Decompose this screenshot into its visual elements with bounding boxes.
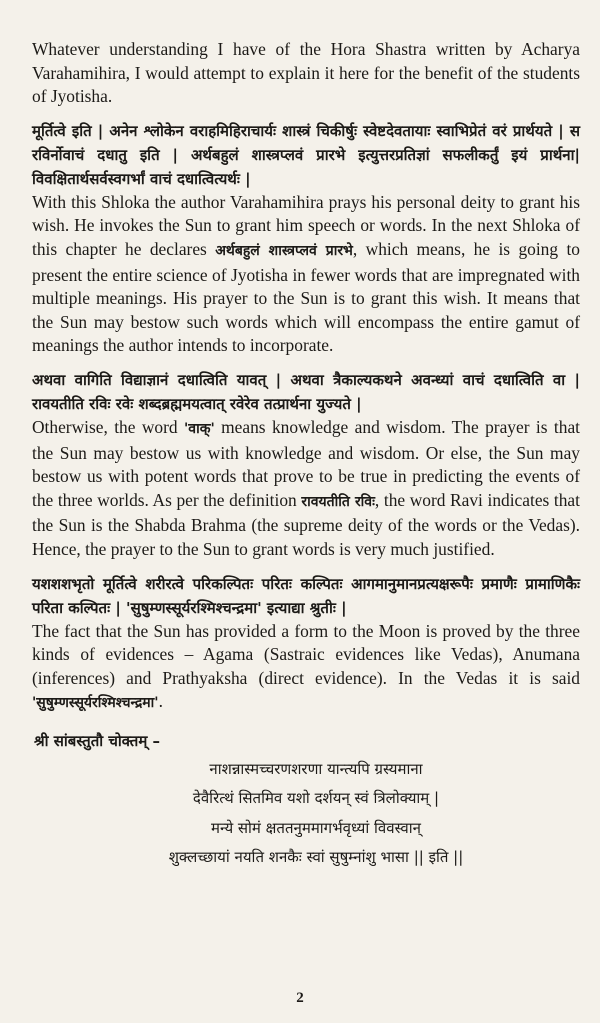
p3-text-c: , the word Ravi indicates that the Sun is the Shabda Brahma (the supreme deity of the words or the Vedas). Hence, the prayer to the Sun to grant words is very much justified. xyxy=(32,489,580,559)
p3-text-b: means knowledge and wisdom. The prayer is that the Sun may bestow us with knowledge and wisdom. Or else, the Sun may bestow us with potent words that prove to be true in predicting the events of the three worlds. As per the definition xyxy=(32,416,580,510)
sanskrit-commentary-2: अथवा वागिति विद्याज्ञानं दधात्विति यावत् | अथवा त्रैकाल्यकथने अवन्ध्यां वाचं दधात्विति वा | रावयतीति रविः रवेः शब्दब्रह्ममयत्वात् रवेरेव तत्प्रार्थना युज्यते | xyxy=(32,370,580,413)
verse-line: मन्ये सोमं क्षततनुममागर्भवृध्यां विवस्वान् xyxy=(211,818,421,837)
p2-text-b: , which means, he is going to present the entire science of Jyotisha in fewer words that are impregnated with multiple meanings. His prayer to the Sun is to grant this wish. It means that the Sun may bestow such words which will encompass the entire gamut of meanings the author intends to incorporate. xyxy=(32,238,580,356)
verse-intro: श्री सांबस्तुतौ चोक्तम् – xyxy=(34,731,161,750)
p3-sanskrit: 'वाक्' xyxy=(184,420,215,437)
paragraph-2 xyxy=(32,191,580,358)
p3-text-a: Otherwise, the word xyxy=(32,416,184,437)
verse-line: देवैरित्थं सितमिव यशो दर्शयन् स्वं त्रिलोक्याम् | xyxy=(192,789,440,808)
page-number: 2 xyxy=(296,990,304,1006)
paragraph-4 xyxy=(32,620,580,716)
paragraph-3 xyxy=(32,416,580,562)
verse-line: शुक्लच्छायां नयति शनकैः स्वां सुषुम्नांशु भासा || इति || xyxy=(168,848,464,867)
p2-text-a: With this Shloka the author Varahamihira prays his personal deity to grant his wish. He invokes the Sun to grant him speech or words. In the next Shloka of this chapter he declares xyxy=(32,191,580,259)
p4-text-a: The fact that the Sun has provided a form to the Moon is proved by the three kinds of evidences – Agama (Sastraic evidences like Vedas), Anumana (inferences) and Prathyaksha (direct evidence). In the Vedas it is said xyxy=(32,620,580,688)
p3-sanskrit-2: रावयतीति रविः xyxy=(301,493,375,510)
verse-line: नाशन्नास्मच्चरणशरणा यान्त्यपि ग्रस्यमाना xyxy=(209,759,423,778)
p4-sanskrit: 'सुषुम्णस्सूर्यरश्मिश्चन्द्रमा' xyxy=(32,695,159,712)
sanskrit-commentary-1: मूर्तित्वे इति | अनेन श्लोकेन वराहमिहिराचार्यः शास्त्रं चिकीर्षुः स्वेष्टदेवतायाः स्वाभिप्रेतं वरं प्रार्थयते | स रविर्नोवाचं दधातु इति | अर्थबहुलं शास्त्रप्लवं प्रारभे इत्युत्तरप्रतिज्ञां सफलीकर्तुं इयं प्रार्थना| विवक्षितार्थसर्वस्वगर्भां वाचं दधात्वित्यर्थः | xyxy=(32,121,580,188)
intro-paragraph: Whatever understanding I have of the Hora Shastra written by Acharya Varahamihira, I would attempt to explain it here for the benefit of the students of Jyotisha. xyxy=(32,39,580,107)
sanskrit-commentary-3: यशशशभृतो मूर्तित्वे शरीरत्वे परिकल्पितः परितः कल्पितः आगमानुमानप्रत्यक्षरूपैः प्रमाणैः प्रामाणिकैः परिता कल्पितः | 'सुषुम्णस्सूर्यरश्मिश्चन्द्रमा' इत्याद्या श्रुतीः | xyxy=(32,574,580,617)
p2-sanskrit: अर्थबहुलं शास्त्रप्लवं प्रारभे xyxy=(215,242,353,259)
p4-text-b: . xyxy=(158,691,163,712)
